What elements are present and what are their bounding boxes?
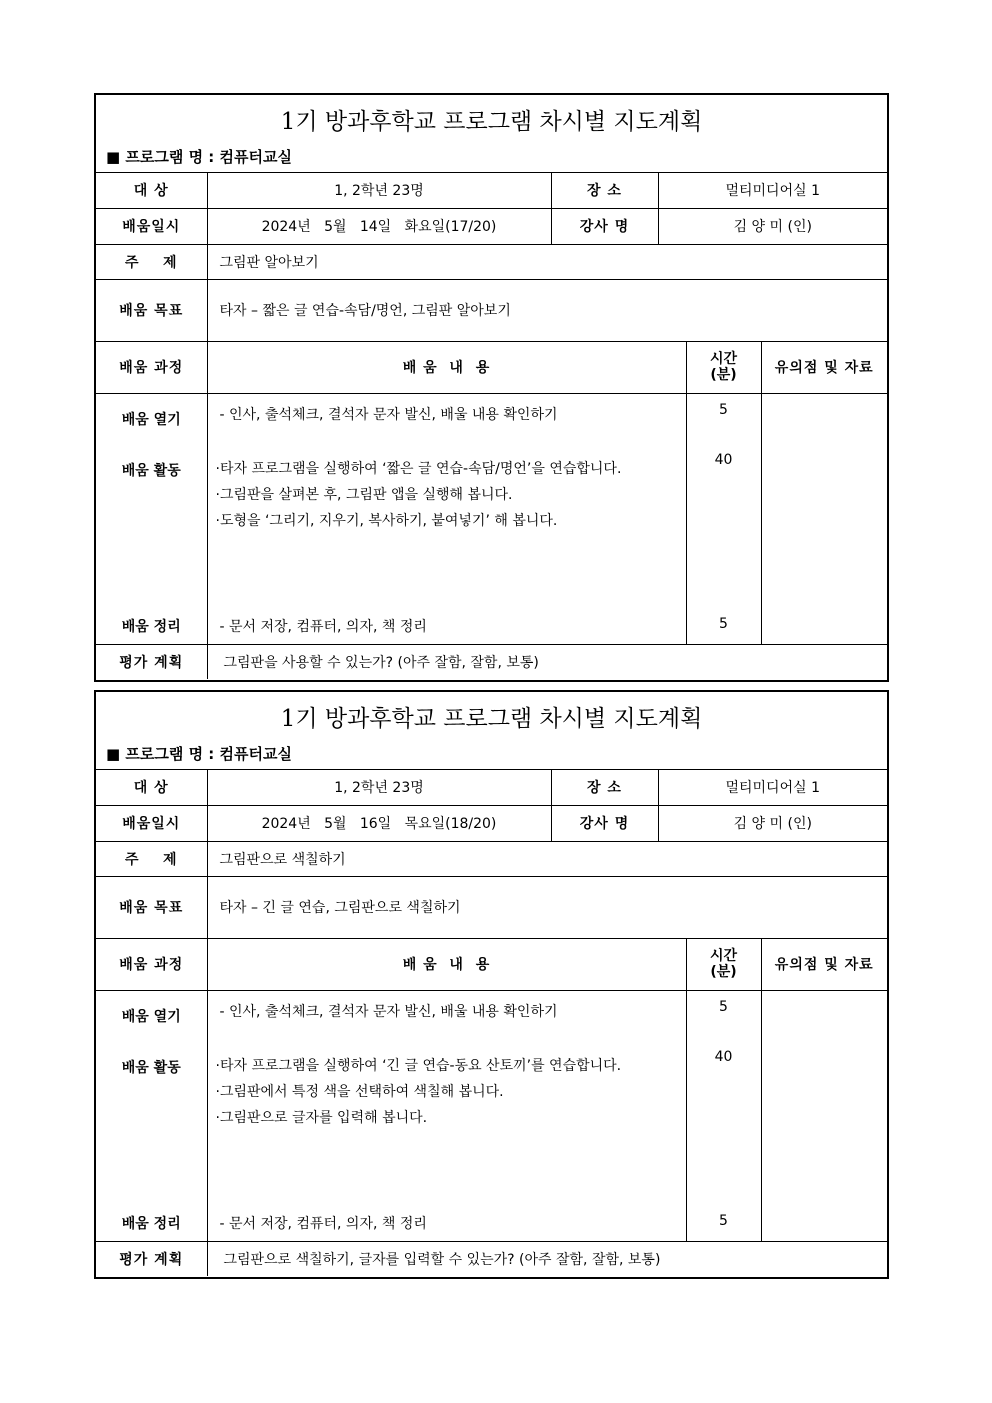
time-close: 5 — [719, 615, 728, 632]
notes-cell — [761, 990, 887, 1241]
topic-label: 주 제 — [96, 244, 207, 279]
target-label: 대 상 — [96, 770, 207, 805]
content-close: - 문서 저장, 컴퓨터, 의자, 책 정리 — [219, 618, 427, 635]
place-label: 장 소 — [551, 173, 658, 208]
stage-close: 배움 정리 — [121, 618, 181, 635]
notes-cell — [761, 393, 887, 644]
goal-value: 타자 – 긴 글 연습, 그림판으로 색칠하기 — [207, 876, 887, 938]
time-open: 5 — [719, 401, 728, 418]
program-name: ■ 프로그램 명 : 컴퓨터교실 — [106, 148, 292, 166]
target-value: 1, 2학년 23명 — [207, 770, 551, 805]
eval-label: 평가 계획 — [96, 1241, 207, 1276]
time-header — [686, 938, 761, 990]
goal-value: 타자 – 짧은 글 연습-속담/명언, 그림판 알아보기 — [207, 279, 887, 341]
time-activity: 40 — [714, 1048, 733, 1065]
lesson-plan-2 — [94, 690, 889, 1279]
program-name: ■ 프로그램 명 : 컴퓨터교실 — [106, 745, 292, 763]
process-header: 배움 과정 — [96, 938, 207, 990]
plan-header — [96, 692, 887, 770]
date-label: 배움일시 — [96, 208, 207, 244]
content-close: - 문서 저장, 컴퓨터, 의자, 책 정리 — [219, 1215, 427, 1232]
eval-value: 그림판을 사용할 수 있는가? (아주 잘함, 잘함, 보통) — [207, 644, 887, 679]
place-value: 멀티미디어실 1 — [658, 173, 887, 208]
plan-header — [96, 95, 887, 173]
place-value: 멀티미디어실 1 — [658, 770, 887, 805]
activity-line: ·그림판을 살펴본 후, 그림판 앱을 실행해 봅니다. — [215, 486, 513, 503]
target-value: 1, 2학년 23명 — [207, 173, 551, 208]
time-values — [686, 393, 761, 644]
lesson-plan-1 — [94, 93, 889, 682]
content-activity — [216, 1053, 680, 1131]
date-label: 배움일시 — [96, 805, 207, 841]
date-value: 2024년 5월 16일 목요일(18/20) — [207, 805, 551, 841]
plan-title: 1기 방과후학교 프로그램 차시별 지도계획 — [280, 706, 703, 732]
time-activity: 40 — [714, 451, 733, 468]
topic-value: 그림판 알아보기 — [207, 244, 887, 279]
stage-open: 배움 열기 — [121, 1008, 181, 1025]
goal-label: 배움 목표 — [96, 279, 207, 341]
content-header: 배 움 내 용 — [207, 938, 686, 990]
activity-line: ·도형을 ‘그리기, 지우기, 복사하기, 붙여넣기’ 해 봅니다. — [215, 512, 558, 529]
plan-table — [96, 770, 887, 1276]
content-open: - 인사, 출석체크, 결석자 문자 발신, 배울 내용 확인하기 — [219, 1003, 558, 1020]
notes-header: 유의점 및 자료 — [761, 341, 887, 393]
stage-activity: 배움 활동 — [121, 462, 181, 479]
plan-title: 1기 방과후학교 프로그램 차시별 지도계획 — [280, 109, 703, 135]
teacher-label: 강사 명 — [551, 805, 658, 841]
stage-open: 배움 열기 — [121, 411, 181, 428]
plan-table — [96, 173, 887, 679]
content-open: - 인사, 출석체크, 결석자 문자 발신, 배울 내용 확인하기 — [219, 406, 558, 423]
teacher-value: 김 양 미 (인) — [658, 805, 887, 841]
topic-value: 그림판으로 색칠하기 — [207, 841, 887, 876]
teacher-value: 김 양 미 (인) — [658, 208, 887, 244]
time-header-line2: (분) — [710, 964, 737, 980]
teacher-label: 강사 명 — [551, 208, 658, 244]
notes-header: 유의점 및 자료 — [761, 938, 887, 990]
time-open: 5 — [719, 998, 728, 1015]
stage-activity: 배움 활동 — [121, 1059, 181, 1076]
process-header: 배움 과정 — [96, 341, 207, 393]
lesson-content — [207, 393, 686, 644]
activity-line: ·그림판에서 특정 색을 선택하여 색칠해 봅니다. — [215, 1083, 504, 1100]
content-activity — [216, 456, 680, 534]
time-close: 5 — [719, 1212, 728, 1229]
stage-close: 배움 정리 — [121, 1215, 181, 1232]
activity-line: ·그림판으로 글자를 입력해 봅니다. — [215, 1109, 428, 1126]
time-values — [686, 990, 761, 1241]
lesson-content — [207, 990, 686, 1241]
content-header: 배 움 내 용 — [207, 341, 686, 393]
process-stages — [96, 990, 207, 1241]
place-label: 장 소 — [551, 770, 658, 805]
date-value: 2024년 5월 14일 화요일(17/20) — [207, 208, 551, 244]
process-stages — [96, 393, 207, 644]
time-header — [686, 341, 761, 393]
time-header-line2: (분) — [710, 367, 737, 383]
eval-value: 그림판으로 색칠하기, 글자를 입력할 수 있는가? (아주 잘함, 잘함, 보통) — [207, 1241, 887, 1276]
goal-label: 배움 목표 — [96, 876, 207, 938]
eval-label: 평가 계획 — [96, 644, 207, 679]
time-header-line1: 시간 — [709, 351, 738, 367]
time-header-line1: 시간 — [709, 948, 738, 964]
target-label: 대 상 — [96, 173, 207, 208]
topic-label: 주 제 — [96, 841, 207, 876]
activity-line: ·타자 프로그램을 실행하여 ‘짧은 글 연습-속담/명언’을 연습합니다. — [215, 460, 622, 477]
activity-line: ·타자 프로그램을 실행하여 ‘긴 글 연습-동요 산토끼’를 연습합니다. — [215, 1057, 622, 1074]
